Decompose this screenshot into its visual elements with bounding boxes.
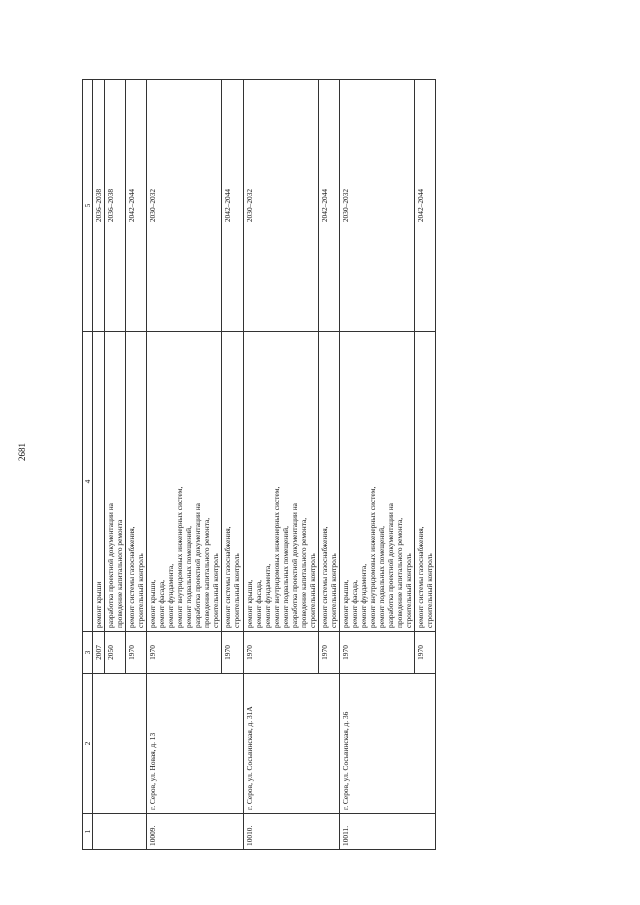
row-period: 2030–2032 — [243, 80, 318, 332]
row-number — [93, 814, 147, 850]
row-address: г. Серов, ул. Сосьвинская, д. 31А — [243, 674, 339, 814]
header-col-3: 3 — [83, 632, 93, 674]
row-works: ремонт системы газоснабжения, строительный контроль — [126, 332, 147, 632]
row-year: 1970 — [126, 632, 147, 674]
row-works: ремонт системы газоснабжения, строительный контроль — [318, 332, 339, 632]
row-year: 2050 — [105, 632, 126, 674]
row-number: 10009. — [147, 814, 243, 850]
row-period: 2042–2044 — [318, 80, 339, 332]
row-period: 2042–2044 — [126, 80, 147, 332]
row-works: ремонт крыши, ремонт фасада, ремонт фундамента, ремонт внутридомовых инженерных систем, ремонт подвальных помещений, разработка проектной документации на проведение капитального ремонта, строительный контроль — [147, 332, 222, 632]
header-col-2: 2 — [83, 674, 93, 814]
row-works: ремонт крыши — [93, 332, 105, 632]
header-col-1: 1 — [83, 814, 93, 850]
row-period: 2030–2032 — [339, 80, 414, 332]
row-works: разработка проектной документации на проведение капитального ремонта — [105, 332, 126, 632]
row-year: 1970 — [415, 632, 436, 674]
row-period: 2042–2044 — [415, 80, 436, 332]
row-number: 10011. — [339, 814, 435, 850]
row-works: ремонт системы газоснабжения, строительный контроль — [415, 332, 436, 632]
header-row — [83, 80, 93, 850]
row-works: ремонт крыши, ремонт фасада, ремонт фундамента, ремонт внутридомовых инженерных систем, ремонт подвальных помещений, разработка проектной документации на проведение капитального ремонта, строительный контроль — [243, 332, 318, 632]
table-row — [339, 80, 414, 850]
row-year: 1970 — [339, 632, 414, 674]
row-year: 1970 — [222, 632, 243, 674]
header-col-4: 4 — [83, 332, 93, 632]
rotated-table-wrapper — [82, 80, 529, 850]
row-address: г. Серов, ул. Новая, д. 13 — [147, 674, 243, 814]
table-row — [243, 80, 318, 850]
header-col-5: 5 — [83, 80, 93, 332]
row-number: 10010. — [243, 814, 339, 850]
table-row — [93, 80, 105, 850]
table-row — [147, 80, 222, 850]
row-period: 2036–2038 — [105, 80, 126, 332]
row-year: 1970 — [147, 632, 222, 674]
row-works: ремонт крыши, ремонт фасада, ремонт фундамента, ремонт внутридомовых инженерных систем, ремонт подвальных помещений, разработка проектной документации на проведение капитального ремонта, строительный контроль — [339, 332, 414, 632]
row-address: г. Серов, ул. Сосьвинская, д. 36 — [339, 674, 435, 814]
row-year: 2007 — [93, 632, 105, 674]
row-period: 2036–2038 — [93, 80, 105, 332]
row-year: 1970 — [243, 632, 318, 674]
row-works: ремонт системы газоснабжения, строительный контроль — [222, 332, 243, 632]
page-number: 2681 — [17, 443, 27, 461]
row-period: 2030–2032 — [147, 80, 222, 332]
capital-repair-table — [82, 79, 436, 850]
row-period: 2042–2044 — [222, 80, 243, 332]
row-address — [93, 674, 147, 814]
row-year: 1970 — [318, 632, 339, 674]
